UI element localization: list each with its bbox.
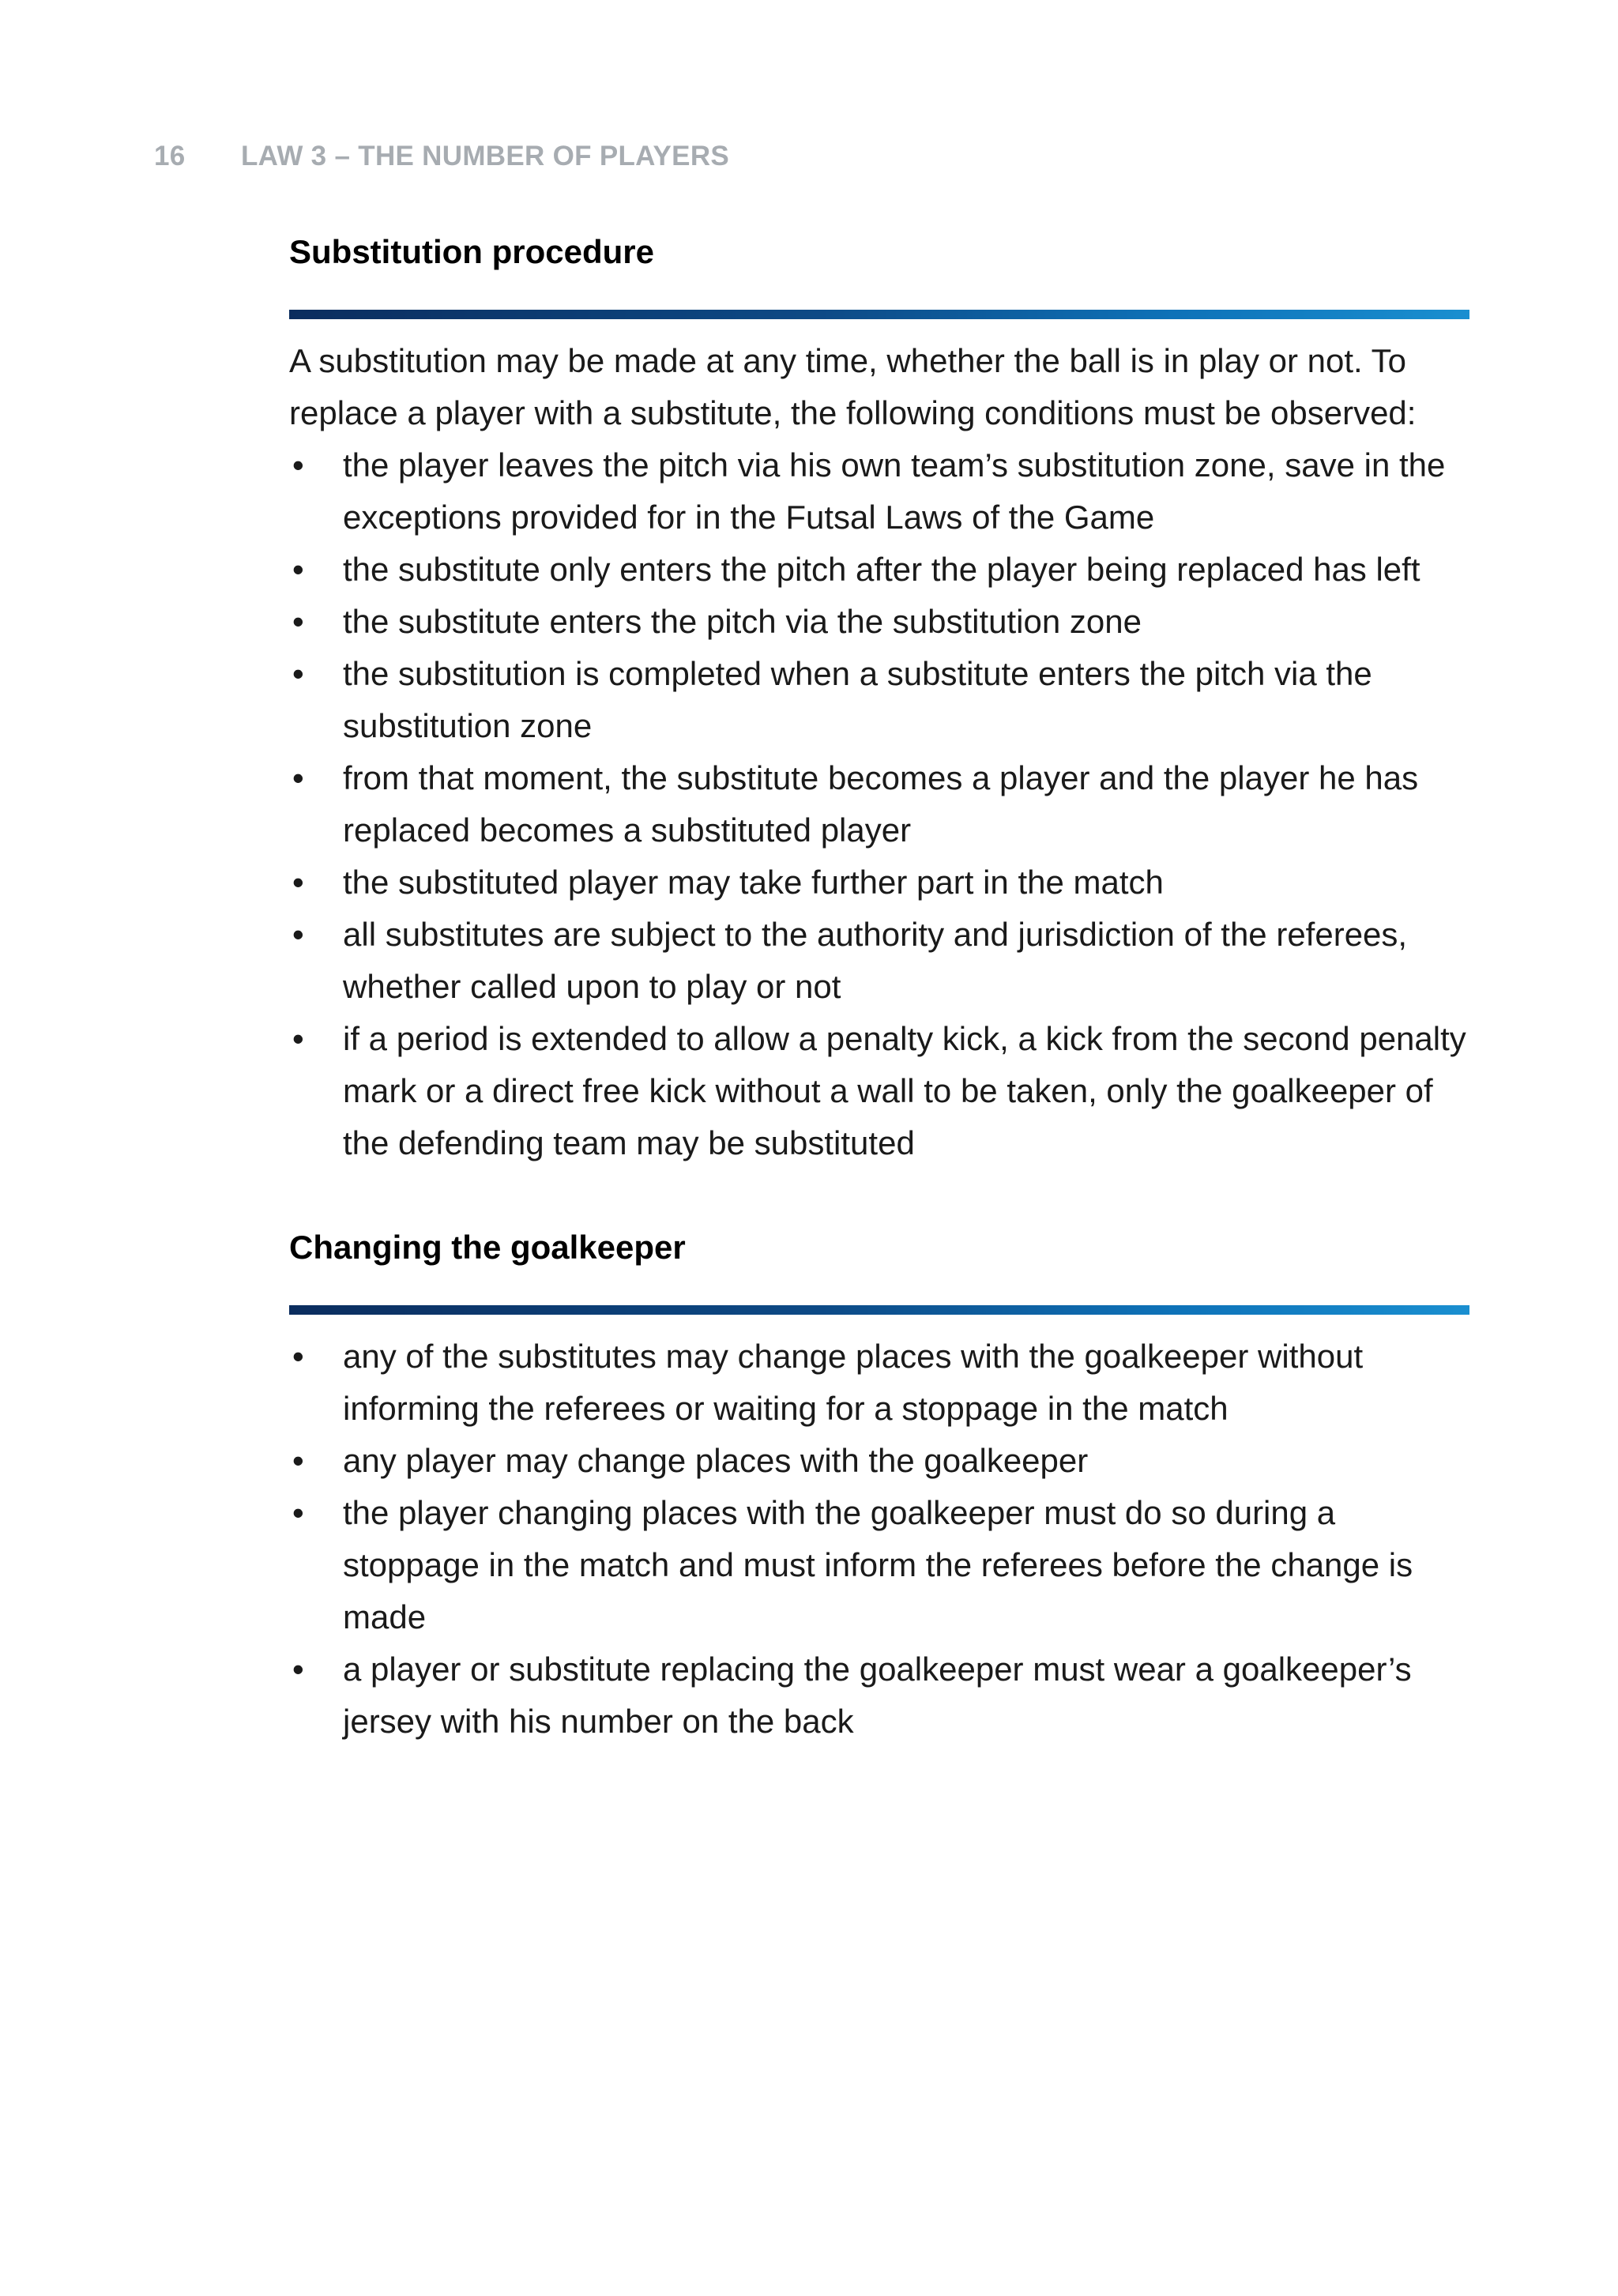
list-item	[289, 439, 1469, 544]
bullet-icon: •	[292, 446, 304, 484]
bullet-icon: •	[292, 1494, 304, 1531]
list-item-text: all substitutes are subject to the authority and jurisdiction of the referees, whether called upon to play or not	[343, 916, 1408, 1005]
section-spacer	[289, 1169, 1469, 1217]
bullet-icon: •	[292, 1650, 304, 1688]
list-item-text: the substituted player may take further part in the match	[343, 864, 1164, 901]
list-item	[289, 909, 1469, 1013]
bullet-list	[289, 1331, 1469, 1748]
list-item-text: the substitute only enters the pitch after the player being replaced has left	[343, 551, 1420, 588]
list-item-text: from that moment, the substitute becomes a player and the player he has replaced becomes a substituted player	[343, 759, 1419, 849]
section-changing-goalkeeper	[289, 1217, 1469, 1748]
list-item-text: the player changing places with the goalkeeper must do so during a stoppage in the match and must inform the referees before the change is made	[343, 1494, 1413, 1635]
bullet-icon: •	[292, 1442, 304, 1479]
list-item	[289, 1013, 1469, 1169]
bullet-icon: •	[292, 759, 304, 796]
list-item	[289, 1331, 1469, 1435]
bullet-list	[289, 439, 1469, 1169]
bullet-icon: •	[292, 1020, 304, 1057]
section-intro-paragraph: A substitution may be made at any time, whether the ball is in play or not. To replace a player with a substitute, the following conditions must be observed:	[289, 342, 1417, 431]
list-item	[289, 596, 1469, 648]
list-item	[289, 648, 1469, 752]
list-item-text: the substitute enters the pitch via the substitution zone	[343, 603, 1142, 640]
bullet-icon: •	[292, 603, 304, 640]
bullet-icon: •	[292, 916, 304, 953]
section-divider	[289, 1305, 1469, 1315]
section-title: Changing the goalkeeper	[289, 1229, 686, 1266]
bullet-icon: •	[292, 551, 304, 588]
running-header	[154, 141, 729, 172]
section-title: Substitution procedure	[289, 233, 654, 270]
list-item	[289, 1487, 1469, 1643]
list-item-text: the player leaves the pitch via his own team’s substitution zone, save in the exceptions provided for in the Futsal Laws of the Game	[343, 446, 1446, 536]
list-item-text: if a period is extended to allow a penalty kick, a kick from the second penalty mark or a direct free kick without a wall to be taken, only the goalkeeper of the defending team may be substituted	[343, 1020, 1466, 1161]
bullet-icon: •	[292, 1338, 304, 1375]
section-substitution-procedure	[289, 221, 1469, 1169]
page-content	[289, 221, 1469, 1748]
bullet-icon: •	[292, 864, 304, 901]
running-title: LAW 3 – THE NUMBER OF PLAYERS	[241, 141, 730, 171]
list-item	[289, 856, 1469, 909]
list-item-text: any player may change places with the goalkeeper	[343, 1442, 1089, 1479]
list-item-text: the substitution is completed when a substitute enters the pitch via the substitution zone	[343, 655, 1372, 744]
list-item	[289, 752, 1469, 856]
section-divider	[289, 310, 1469, 319]
bullet-icon: •	[292, 655, 304, 692]
page-number: 16	[154, 141, 186, 171]
list-item	[289, 1643, 1469, 1748]
list-item-text: any of the substitutes may change places with the goalkeeper without informing the referees or waiting for a stoppage in the match	[343, 1338, 1364, 1427]
list-item-text: a player or substitute replacing the goalkeeper must wear a goalkeeper’s jersey with his number on the back	[343, 1650, 1412, 1740]
list-item	[289, 544, 1469, 596]
list-item	[289, 1435, 1469, 1487]
